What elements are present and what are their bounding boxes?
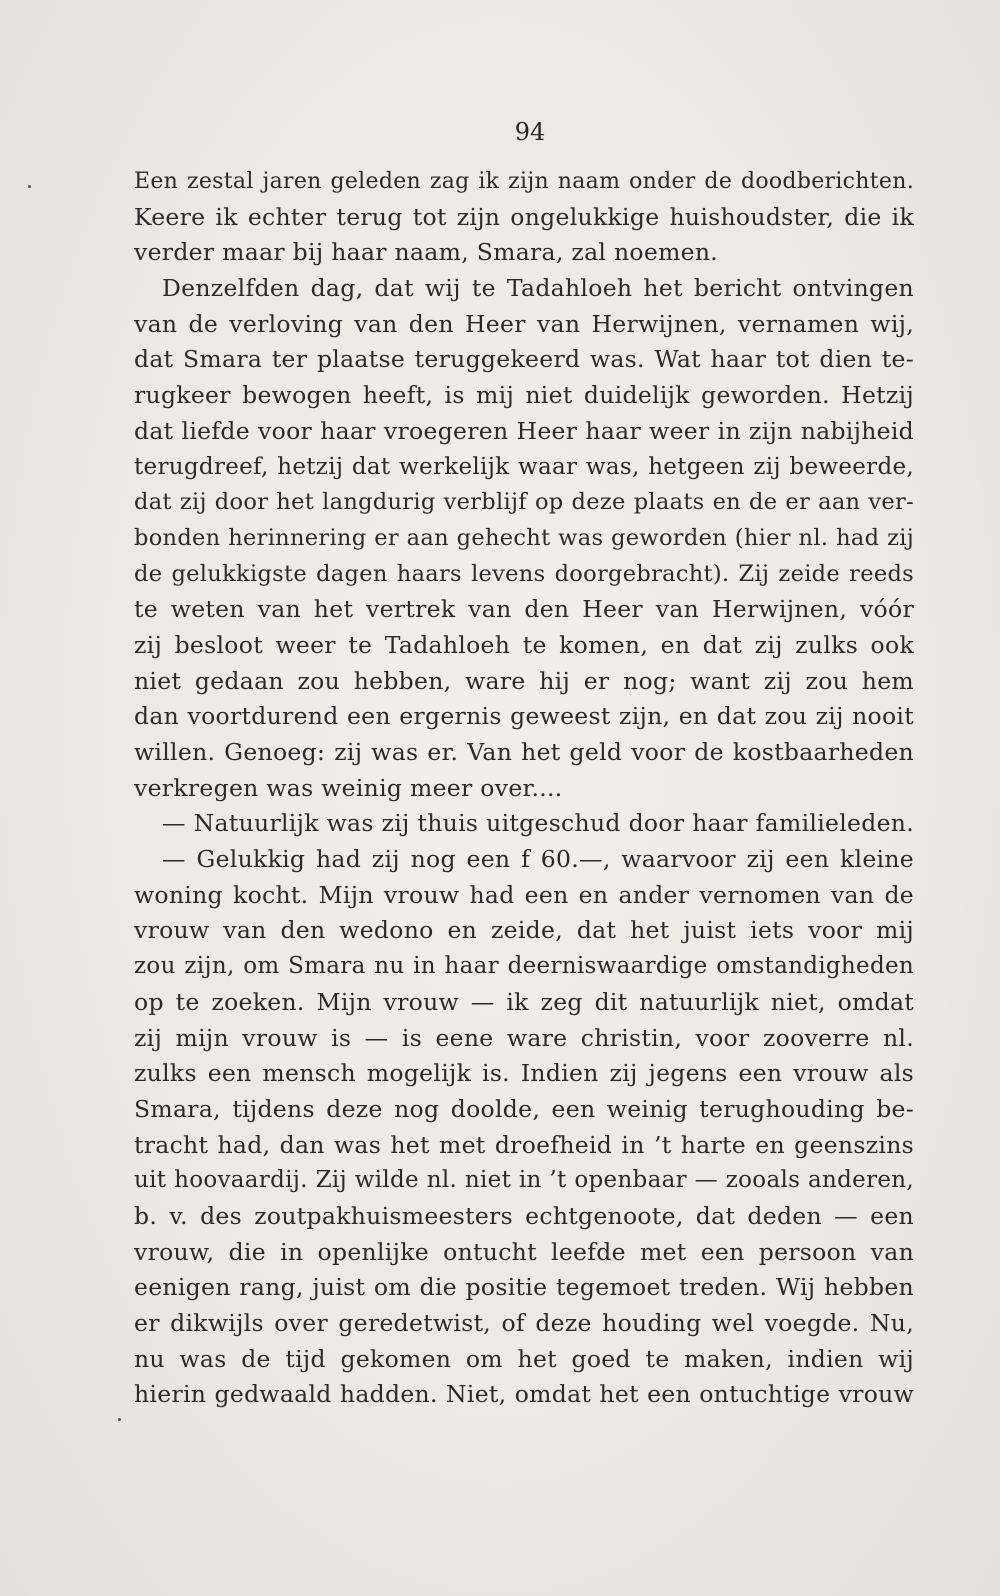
text-line: dat liefde voor haar vroegeren Heer haar weer in zijn nabijheid (134, 416, 914, 445)
text-line: nu was de tijd gekomen om het goed te maken, indien wij (134, 1344, 914, 1373)
text-line: hierin gedwaald hadden. Niet, omdat het een ontuchtige vrouw (134, 1380, 914, 1409)
text-line: tracht had, dan was het met droefheid in ’t harte en geenszins (134, 1130, 914, 1159)
text-line: b. v. des zoutpakhuismeesters echtgenoote, dat deden — een (134, 1201, 914, 1230)
text-line: zij besloot weer te Tadahloeh te komen, en dat zij zulks ook (134, 630, 914, 659)
text-line: Een zestal jaren geleden zag ik zijn naam onder de doodberichten. (134, 169, 914, 194)
text-line: Denzelfden dag, dat wij te Tadahloeh het bericht ontvingen (162, 274, 914, 303)
text-line: terugdreef, hetzij dat werkelijk waar was, hetgeen zij beweerde, (134, 453, 914, 480)
text-line: zou zijn, om Smara nu in haar deerniswaardige omstandigheden (134, 953, 914, 980)
text-line: willen. Genoeg: zij was er. Van het geld voor de kostbaarheden (134, 738, 914, 766)
page-number: 94 (514, 118, 546, 146)
text-line: Smara, tijdens deze nog doolde, een weinig terughouding be- (134, 1094, 914, 1123)
text-line: te weten van het vertrek van den Heer van Herwijnen, vóór (134, 595, 914, 624)
text-line: — Natuurlijk was zij thuis uitgeschud door haar familieleden. (162, 809, 914, 838)
text-line: dat Smara ter plaatse teruggekeerd was. Wat haar tot dien te- (134, 345, 914, 374)
text-line: — Gelukkig had zij nog een f 60.—, waarvoor zij een kleine (162, 845, 914, 874)
body-text (134, 164, 914, 1413)
text-line: eenigen rang, juist om die positie tegemoet treden. Wij hebben (134, 1273, 914, 1302)
text-line: bonden herinnering er aan gehecht was geworden (hier nl. had zij (134, 524, 914, 551)
speck (28, 185, 31, 188)
text-line: van de verloving van den Heer van Herwijnen, vernamen wij, (134, 309, 914, 338)
text-line: verkregen was weinig meer over.... (134, 773, 563, 802)
text-line: woning kocht. Mijn vrouw had een en ander vernomen van de (134, 880, 914, 909)
text-line: vrouw van den wedono en zeide, dat het juist iets voor mij (134, 916, 914, 945)
text-line: vrouw, die in openlijke ontucht leefde met een persoon van (134, 1237, 914, 1266)
text-line: er dikwijls over geredetwist, of deze houding wel voegde. Nu, (134, 1309, 914, 1337)
text-line: dat zij door het langdurig verblijf op deze plaats en de er aan ver- (134, 489, 914, 516)
text-line: Keere ik echter terug tot zijn ongelukkige huishoudster, die ik (134, 202, 914, 231)
text-line: de gelukkigste dagen haars levens doorgebracht). Zij zeide reeds (134, 560, 914, 587)
text-line: zulks een mensch mogelijk is. Indien zij jegens een vrouw als (134, 1059, 914, 1088)
speck (118, 1418, 121, 1421)
text-line: uit hoovaardij. Zij wilde nl. niet in ’t openbaar — zooals anderen, (134, 1167, 914, 1194)
text-line: niet gedaan zou hebben, ware hij er nog; want zij zou hem (134, 666, 914, 695)
text-line: zij mijn vrouw is — is eene ware christin, voor zooverre nl. (134, 1023, 914, 1052)
text-line: verder maar bij haar naam, Smara, zal noemen. (134, 238, 719, 267)
text-line: dan voortdurend een ergernis geweest zijn, en dat zou zij nooit (134, 702, 914, 731)
text-line: op te zoeken. Mijn vrouw — ik zeg dit natuurlijk niet, omdat (134, 987, 914, 1016)
text-line: rugkeer bewogen heeft, is mij niet duidelijk geworden. Hetzij (134, 381, 914, 410)
